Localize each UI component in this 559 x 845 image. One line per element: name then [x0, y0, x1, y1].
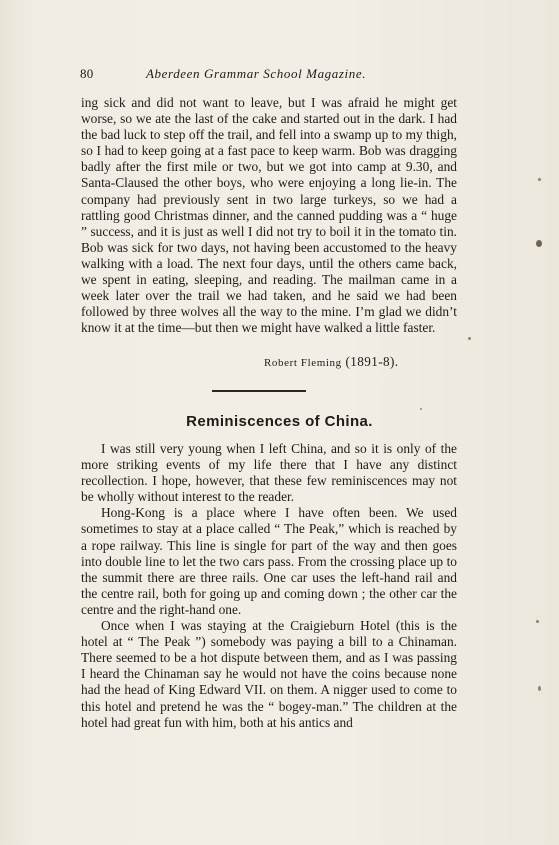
article-body — [81, 441, 457, 731]
page-number: 80 — [80, 66, 94, 81]
running-head — [80, 66, 460, 86]
author-signature — [264, 354, 399, 370]
paper-speck — [536, 240, 542, 247]
continued-article — [81, 95, 457, 336]
journal-title: Aberdeen Grammar School Magazine. — [146, 66, 367, 81]
paper-speck — [538, 178, 541, 181]
author-years: (1891-8). — [345, 354, 399, 369]
paper-speck — [536, 620, 539, 623]
paper-speck — [468, 337, 471, 340]
article-title: Reminiscences of China. — [186, 413, 373, 430]
article-paragraph-1: I was still very young when I left China, and so it is only of the more striking events of my life there that I have any distinct recollection. I hope, however, that these few reminiscences may not be wholly without interest to the reader. — [81, 441, 457, 505]
section-divider — [212, 390, 306, 392]
paper-speck — [420, 408, 422, 410]
continued-paragraph: ing sick and did not want to leave, but I was afraid he might get worse, so we ate the last of the cake and started out in the dark. I had the bad luck to step off the trail, and fell into a swamp up to my thigh, so I had to keep going at a fast pace to keep warm. Bob was dragging badly after the first mile or two, but we got into camp at 9.30, and Santa-Claused the other boys, who were enjoying a long lie-in. The company had previously sent in two large turkeys, so we had a rattling good Christmas dinner, and the canned pudding was a “ huge ” success, and it is just as well I did not try to boil it in the tomato tin. Bob was sick for two days, not having been accustomed to the heavy walking with a load. The next four days, until the others came back, we spent in eating, sleeping, and reading. The mailman came in a week later over the trail we had taken, and he said we had been followed by three wolves all the way to the mine. I’m glad we didn’t know it at the time—but then we might have walked a little faster. — [81, 95, 457, 336]
author-name: Robert Fleming — [264, 357, 342, 369]
article-paragraph-3: Once when I was staying at the Craigieburn Hotel (this is the hotel at “ The Peak ”) somebody was paying a bill to a Chinaman. There seemed to be a hot dispute between them, and as I was passing I heard the Chinaman say he would not have the coins because none had the head of King Edward VII. on them. A nigger used to come to this hotel and pretend he was the “ bogey-man.” The children at the hotel had great fun with him, both at his antics and — [81, 618, 457, 730]
paper-speck — [538, 686, 541, 691]
article-paragraph-2: Hong-Kong is a place where I have often been. We used sometimes to stay at a place called “ The Peak,” which is reached by a rope railway. This line is single for part of the way and then goes into double line to let the two cars pass. From the crossing place up to the summit there are three rails. One car uses the left-hand rail and the centre rail, both for going up and coming down ; the other car the centre and the right-hand one. — [81, 505, 457, 617]
